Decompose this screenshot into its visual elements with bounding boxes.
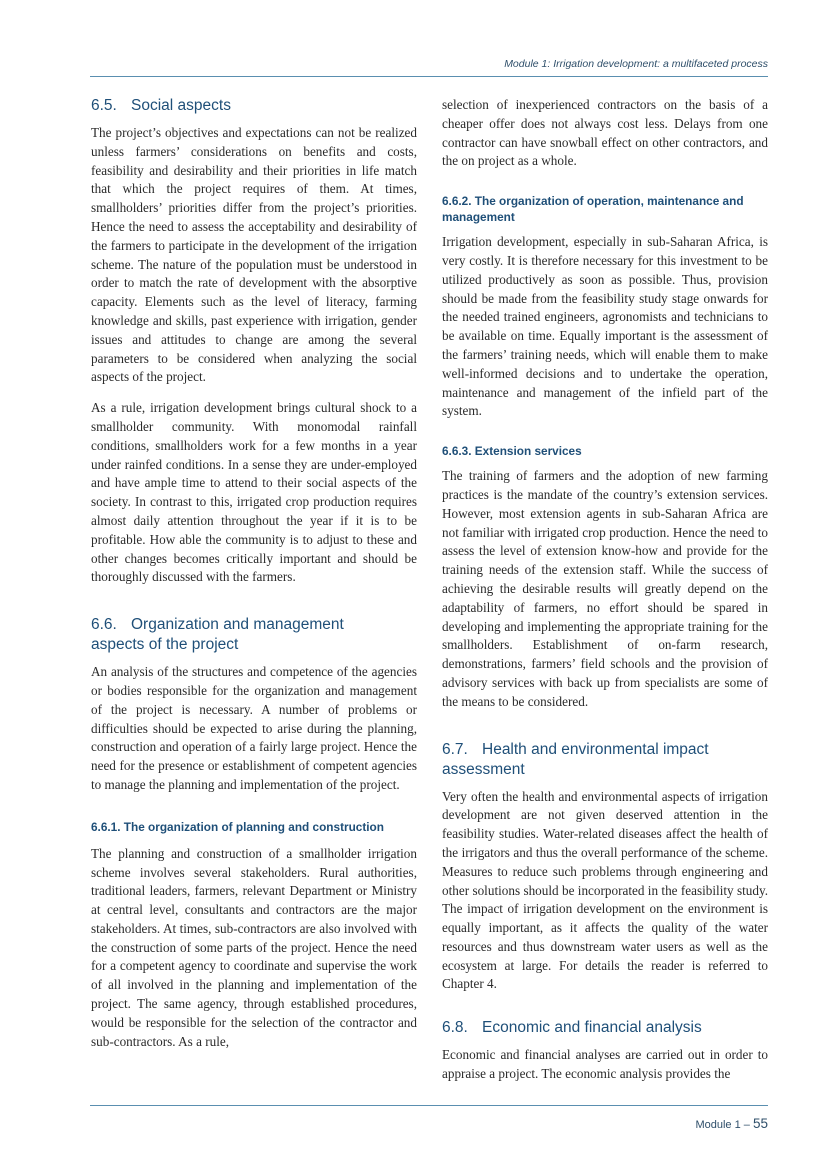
paragraph: selection of inexperienced contractors on the basis of a cheaper offer does not always cost less. Delays from one contractor can have snowball effect on other contractors, and the on project as a whole. <box>442 97 768 169</box>
paragraph: As a rule, irrigation development brings cultural shock to a smallholder community. With monomodal rainfall conditions, smallholders work for a few months in a year under rainfed conditions. In a sense they are under-employed and have ample time to attend to their social aspects of the society. In contrast to this, irrigated crop production requires almost daily attention throughout the year if it is to be profitable. How able the community is to adjust to these and other changes becomes critically important and should be thoroughly discussed with the farmers. <box>91 400 417 585</box>
paragraph: Irrigation development, especially in sub-Saharan Africa, is very costly. It is therefore necessary for this investment to be utilized productively as soon as possible. Thus, provision should be made from the feasibility study stage onwards for the needed trained engineers, agronomists and technicians to be available on time. Equally important is the assessment of the farmers’ training needs, which will enable them to make well-informed decisions and to undertake the operation, maintenance and management of the infield part of the system. <box>442 234 768 419</box>
running-header: Module 1: Irrigation development: a multifaceted process <box>504 58 768 70</box>
subsection-heading-6-6-2: 6.6.2. The organization of operation, maintenance and management <box>442 194 744 225</box>
section-title-cont: assessment <box>442 760 525 778</box>
paragraph: Very often the health and environmental aspects of irrigation development are not given deserved attention in the feasibility studies. Water-related diseases affect the health of the irrigators and thus the overall performance of the scheme. Measures to reduce such problems through engineering and other solutions should be incorporated in the feasibility study. The impact of irrigation development on the environment is equally important, as it affects the quality of the water resources and thus downstream water users as well as the ecosystem at large. For details the reader is referred to Chapter 4. <box>442 788 768 992</box>
section-title: Organization and management <box>131 616 344 634</box>
subsection-heading-6-6-1: 6.6.1. The organization of planning and construction <box>91 819 384 834</box>
section-title: Social aspects <box>131 97 231 114</box>
page-number: 55 <box>752 1116 768 1131</box>
footer-rule <box>90 1105 768 1106</box>
subsection-heading-6-6-3: 6.6.3. Extension services <box>442 444 582 459</box>
page-footer <box>695 1116 768 1131</box>
section-heading-6-5 <box>91 96 417 116</box>
section-heading-6-6 <box>91 615 417 655</box>
left-column <box>91 96 417 1063</box>
paragraph: The planning and construction of a smallholder irrigation scheme involves several stakeholders. Rural authorities, traditional leaders, farmers, relevant Department or Ministry at central level, consultants and contractors are the major stakeholders. At times, sub-contractors are also involved with the construction of some parts of the project. Hence the need for a competent agency to coordinate and supervise the work of all involved in the planning and implementation of the project. The same agency, through established procedures, would be responsible for the selection of the contractor and sub-contractors. As a rule, <box>91 845 417 1049</box>
section-title: Health and environmental impact <box>482 740 709 758</box>
right-column <box>442 96 768 1096</box>
section-title-cont: aspects of the project <box>91 636 239 654</box>
section-heading-6-8 <box>442 1018 768 1038</box>
section-title: Economic and financial analysis <box>482 1019 702 1037</box>
header-rule <box>90 76 768 77</box>
section-number: 6.7. <box>442 740 468 758</box>
section-number: 6.8. <box>442 1019 468 1037</box>
module-label: Module 1 – <box>695 1119 750 1131</box>
paragraph: The training of farmers and the adoption of new farming practices is the mandate of the country’s extension services. However, most extension agents in sub-Saharan Africa are not familiar with irrigated crop production. Hence the need to assess the level of extension know-how and provide for the training needs of the extension staff. While the success of achieving the desirable results will greatly depend on the adaptability of farmers, no effort should be spared in developing and implementing the appropriate training for the smallholders. Establishment of on-farm research, demonstrations, farmers’ field schools and the provision of advisory services with back up from specialists are some of the means to be considered. <box>442 468 768 709</box>
section-number: 6.5. <box>91 97 117 114</box>
section-heading-6-7 <box>442 740 768 780</box>
paragraph: An analysis of the structures and competence of the agencies or bodies responsible for the organization and management of the project is necessary. A number of problems or difficulties should be expected to arise during the planning, construction and operation of a fairly large project. Hence the need for the presence or establishment of competent agencies to manage the planning and implementation of the project. <box>91 664 417 792</box>
paragraph: The project’s objectives and expectations can not be realized unless farmers’ considerations on benefits and costs, feasibility and desirability and their priorities in life match that which the project requires of them. At times, smallholders’ priorities differ from the project’s priorities. Hence the need to assess the acceptability and desirability of the farmers to participate in the development of the irrigation scheme. The nature of the population must be understood in order to match the rate of development with the absorptive capacity. Elements such as the level of literacy, farming knowledge and skills, past experience with irrigation, gender issues and attitudes to change are among the several parameters to be considered when analyzing the social aspects of the project. <box>91 125 417 385</box>
section-number: 6.6. <box>91 616 117 634</box>
paragraph: Economic and financial analyses are carried out in order to appraise a project. The economic analysis provides the <box>442 1047 768 1082</box>
